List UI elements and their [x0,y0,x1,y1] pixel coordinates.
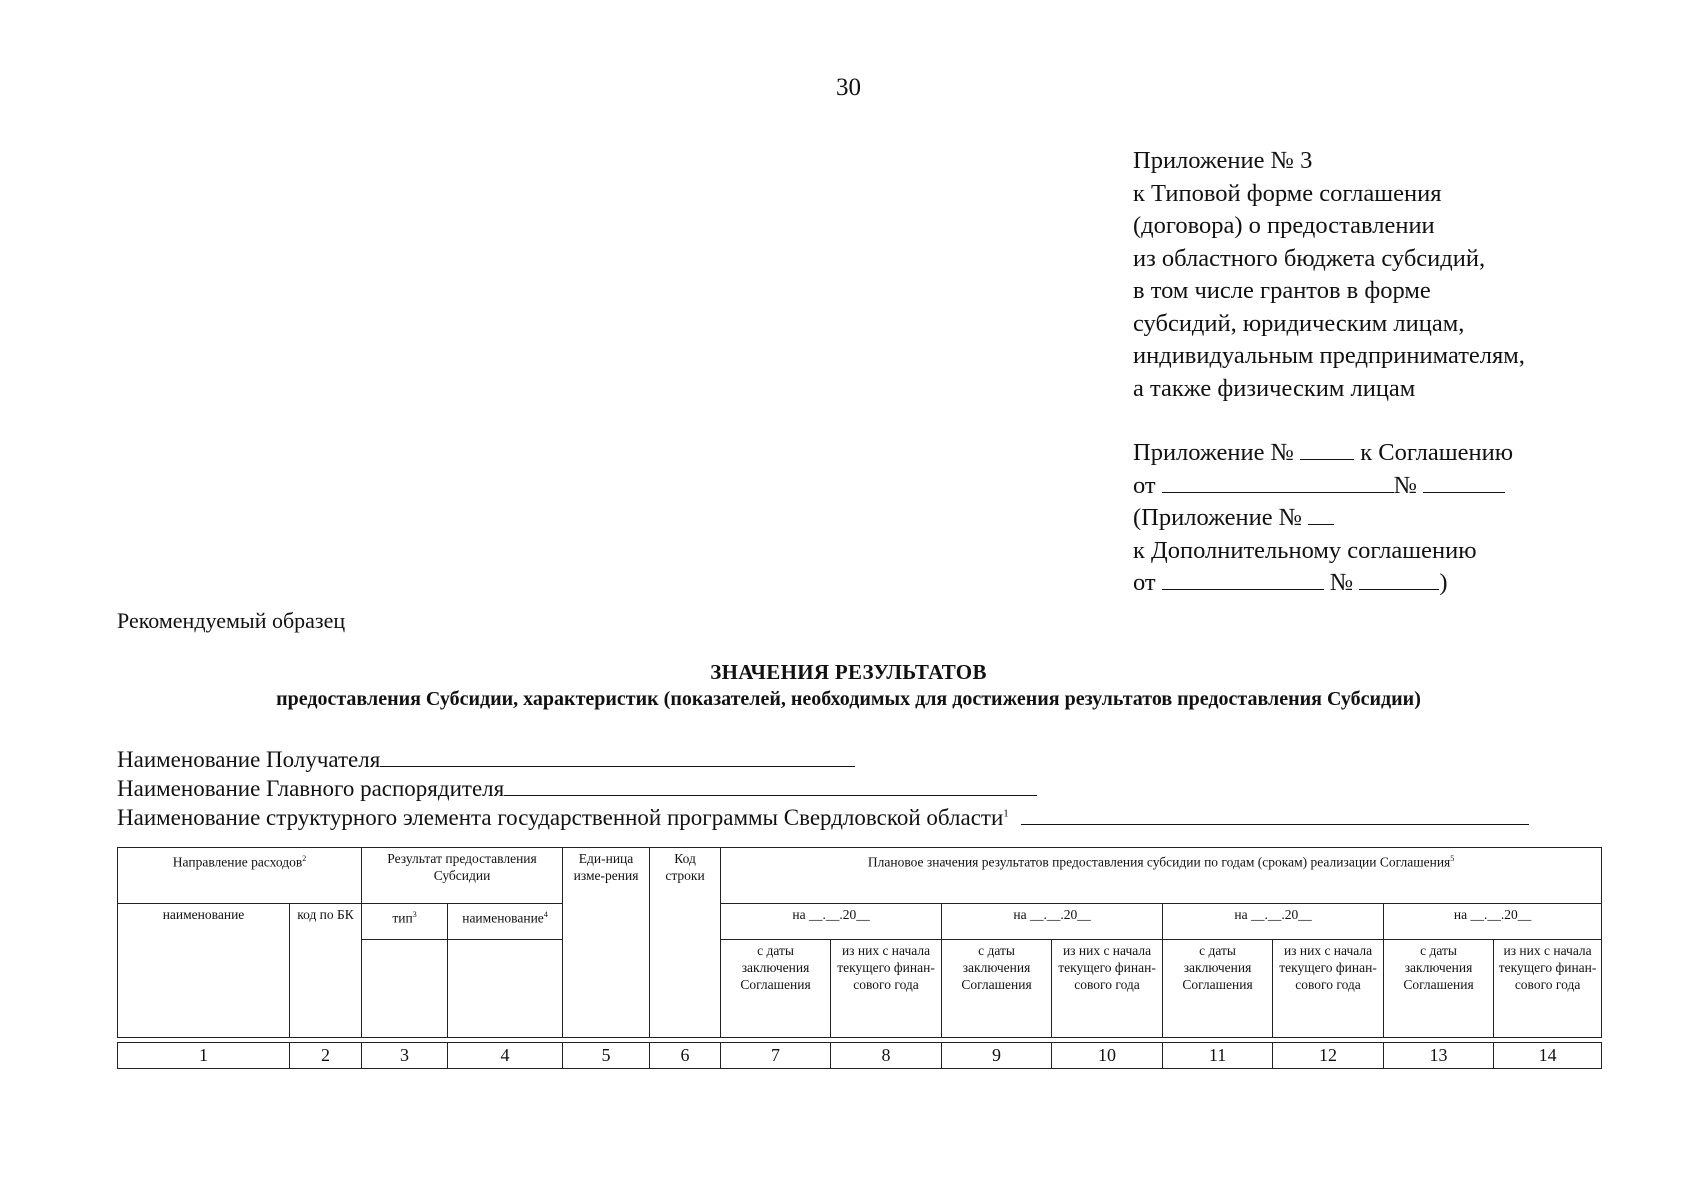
column-number-row [118,1043,1602,1069]
row-code-header: Код строки [650,848,721,1038]
result-name-header: наименование$^4$ [448,904,563,940]
column-number: 1 [118,1043,290,1069]
appendix-line: субсидий, юридическим лицам, [1133,309,1465,337]
result-type-header: тип$^3$ [362,904,448,940]
column-number: 4 [448,1043,563,1069]
column-number: 3 [362,1043,448,1069]
column-number: 9 [942,1043,1052,1069]
program-element-input-line[interactable] [1021,804,1529,825]
appendix-line: к Типовой форме соглашения [1133,179,1442,207]
column-number: 8 [831,1043,942,1069]
current-year-header: из них с начала текущего финан-сового года [831,940,942,1038]
column-number: 2 [290,1043,362,1069]
planned-values-header: Плановое значения результатов предоставления субсидии по годам (срокам) реализации Соглашения$^5$ [721,848,1602,904]
appendix-line: Приложение № 3 [1133,147,1313,174]
expense-direction-header: Направление расходов$^2$ [118,848,362,904]
footnote-marker: 1 [1003,807,1009,820]
document-subtitle: предоставления Субсидии, характеристик (показателей, необходимых для достижения результатов предоставления Субсидии) [276,688,1421,710]
appendix-header [1133,145,1525,405]
period-header: на __.__.20__ [1384,904,1602,940]
appendix-line: в том числе грантов в форме [1133,277,1431,304]
additional-agreement-label: к Дополнительному соглашению [1133,536,1477,564]
document-title: ЗНАЧЕНИЯ РЕЗУЛЬТАТОВ [710,660,987,684]
additional-appendix-label: (Приложение № [1133,504,1303,531]
column-number: 7 [721,1043,831,1069]
appendix-line: а также физическим лицам [1133,374,1416,402]
appendix-line: индивидуальным предпринимателям, [1133,342,1525,369]
recipient-field [117,746,855,773]
appendix-line: (договора) о предоставлении [1133,212,1435,239]
agreement-number-blank[interactable] [1423,470,1505,493]
additional-number-blank[interactable] [1359,567,1439,590]
from-date-header: с даты заключения Соглашения [1384,940,1494,1038]
column-number: 12 [1273,1043,1384,1069]
closing-paren: ) [1439,569,1448,596]
unit-header: Еди-ница изме-рения [563,848,650,1038]
date-from-label: от [1133,471,1156,499]
column-number: 14 [1494,1043,1602,1069]
result-type-cell[interactable] [362,940,448,1038]
chief-manager-label: Наименование Главного распорядителя [117,776,505,801]
column-number: 5 [563,1043,650,1069]
number-sign: № [1329,569,1354,596]
recommended-sample-label: Рекомендуемый образец [117,608,346,633]
chief-manager-input-line[interactable] [504,775,1037,796]
period-header: на __.__.20__ [942,904,1163,940]
chief-manager-field [117,775,1037,802]
period-header: на __.__.20__ [721,904,942,940]
from-date-header: с даты заключения Соглашения [942,940,1052,1038]
additional-date-blank[interactable] [1162,567,1324,590]
column-number: 6 [650,1043,721,1069]
column-number: 13 [1384,1043,1494,1069]
expense-name-header: наименование [118,904,290,1038]
agreement-label: к Соглашению [1360,439,1514,466]
date-from-label: от [1133,569,1156,596]
agreement-date-blank[interactable] [1162,470,1394,493]
column-number: 11 [1163,1043,1273,1069]
agreement-appendix-label: Приложение № [1133,439,1294,466]
additional-appendix-number-blank[interactable] [1308,502,1334,525]
number-sign: № [1393,471,1418,499]
program-element-label: Наименование структурного элемента государственной программы Свердловской области [117,805,1004,830]
subsidy-result-header: Результат предоставления Субсидии [362,848,563,904]
from-date-header: с даты заключения Соглашения [1163,940,1273,1038]
period-header: на __.__.20__ [1163,904,1384,940]
appendix-number-blank[interactable] [1300,437,1354,460]
recipient-label: Наименование Получателя [117,747,381,772]
result-name-cell[interactable] [448,940,563,1038]
from-date-header: с даты заключения Соглашения [721,940,831,1038]
program-element-field [117,804,1529,831]
column-number: 10 [1052,1043,1163,1069]
bk-code-header: код по БК [290,904,362,1038]
results-table [117,847,1602,1069]
current-year-header: из них с начала текущего финан-сового года [1052,940,1163,1038]
current-year-header: из них с начала текущего финан-сового года [1494,940,1602,1038]
agreement-reference [1133,437,1513,600]
appendix-line: из областного бюджета субсидий, [1133,244,1486,272]
page-number: 30 [836,74,861,101]
recipient-input-line[interactable] [380,746,855,767]
current-year-header: из них с начала текущего финан-сового года [1273,940,1384,1038]
